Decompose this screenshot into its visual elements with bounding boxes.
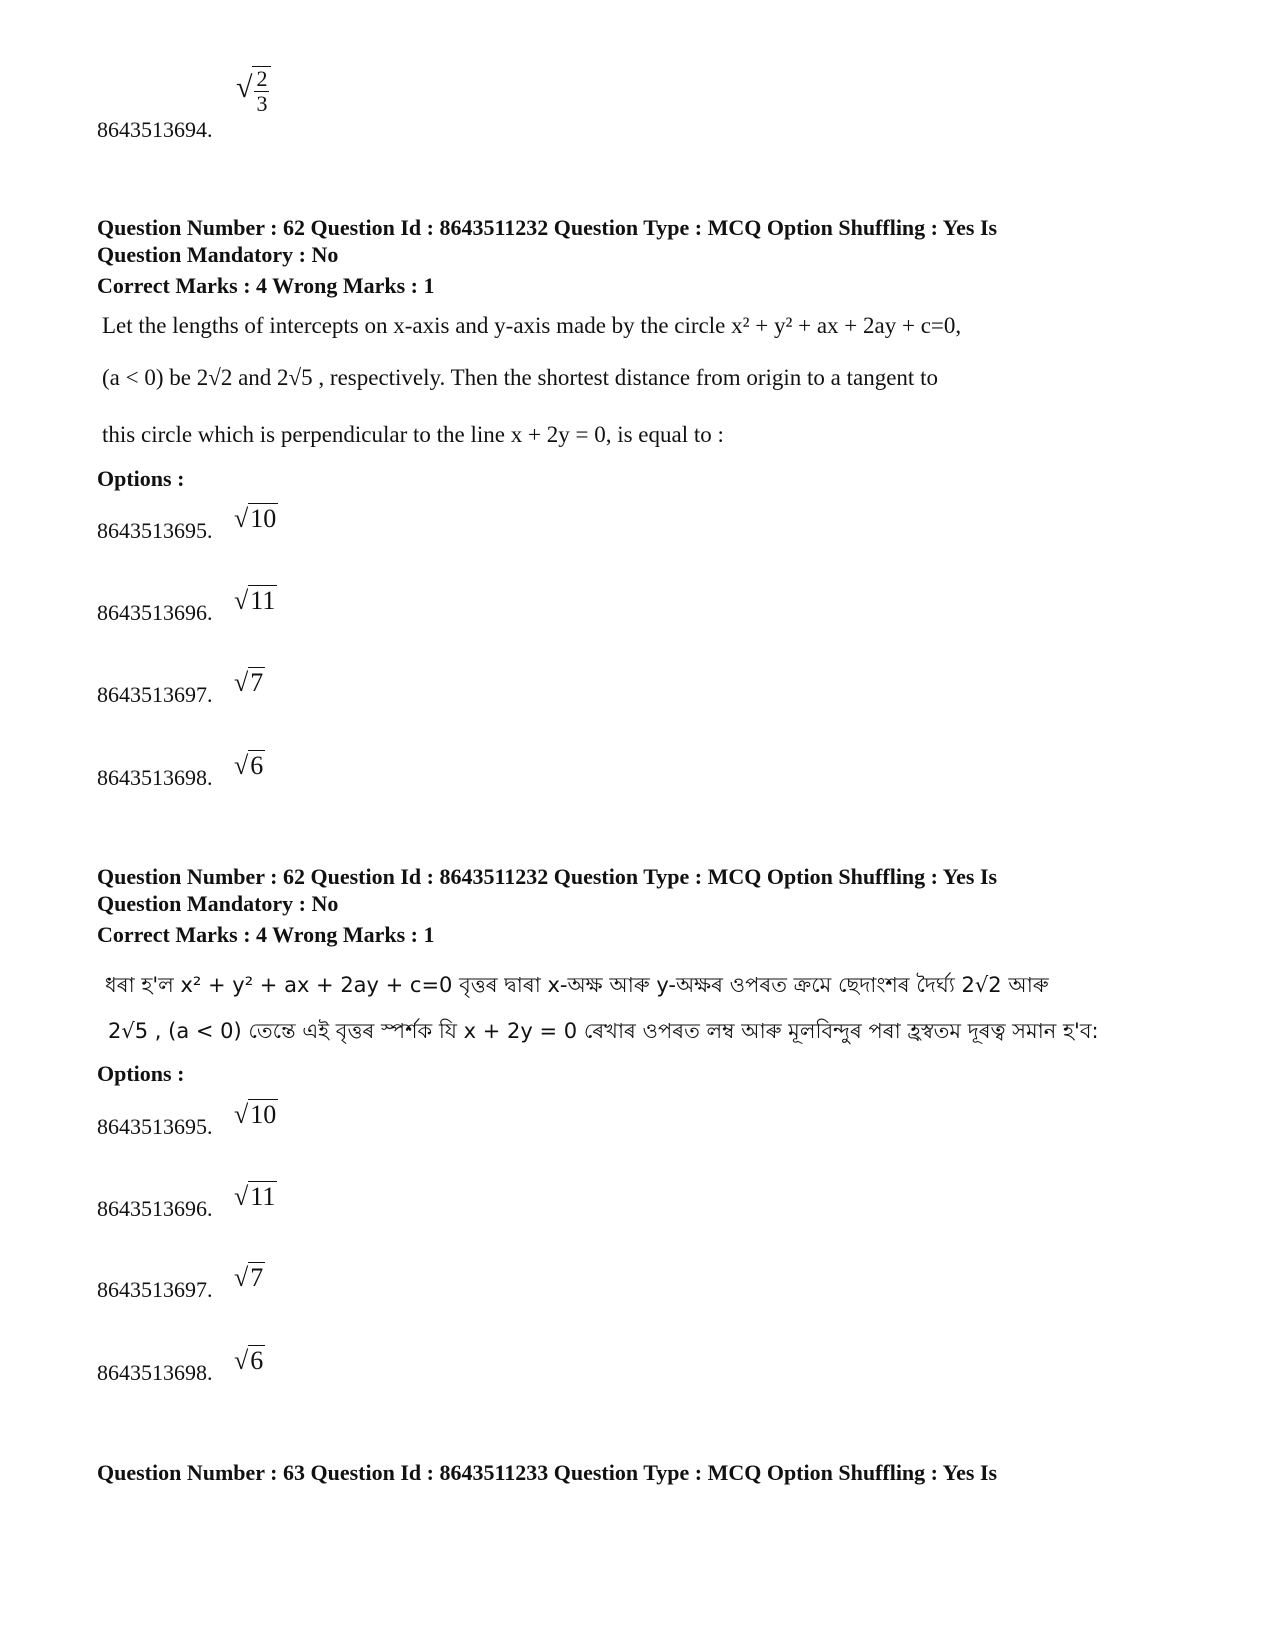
radicand: 7 (250, 1263, 264, 1292)
option-id: 8643513695. (97, 518, 213, 543)
radicand: 6 (250, 1346, 264, 1375)
question-text-line2: (a < 0) be 2√2 and 2√5 , respectively. Then the shortest distance from origin to a tangent to (102, 365, 938, 390)
option-id: 8643513694. (97, 117, 213, 142)
radicand: 6 (250, 751, 264, 780)
option-id: 8643513696. (97, 600, 213, 625)
question-text-line3: this circle which is perpendicular to the line x + 2y = 0, is equal to : (102, 422, 724, 447)
question-text-line1: ধৰা হ'ল x² + y² + ax + 2ay + c=0 বৃত্তৰ দ্বাৰা x-অক্ষ আৰু y-অক্ষৰ ওপৰত ক্ৰমে ছেদাংশৰ দৈৰ্ঘ্য 2√2 আৰু (105, 973, 1049, 997)
radicand: 10 (250, 504, 277, 533)
option-value-root: √7 (234, 1263, 264, 1292)
question-meta-line2: Question Mandatory : No (97, 242, 339, 267)
question-meta-line3: Correct Marks : 4 Wrong Marks : 1 (97, 273, 435, 298)
options-label: Options : (97, 1061, 185, 1086)
option-value-root: √11 (234, 1182, 276, 1211)
radicand: 10 (250, 1100, 277, 1129)
option-id: 8643513695. (97, 1114, 213, 1139)
option-value-root: √11 (234, 586, 276, 615)
option-value-root: √10 (234, 504, 277, 533)
option-id: 8643513696. (97, 1196, 213, 1221)
option-id: 8643513697. (97, 682, 213, 707)
fraction-numerator: 2 (256, 66, 268, 91)
option-id: 8643513697. (97, 1277, 213, 1302)
options-label: Options : (97, 466, 185, 491)
question-text-line2: 2√5 , (a < 0) তেন্তে এই বৃত্তৰ স্পৰ্শক যি x + 2y = 0 ৰেখাৰ ওপৰত লম্ব আৰু মূলবিন্দুৰ পৰা হ্ৰস্বতম দূৰত্ব সমান হ'ব: (108, 1019, 1099, 1043)
question-meta-line1: Question Number : 62 Question Id : 8643511232 Question Type : MCQ Option Shuffling : Yes Is (97, 215, 998, 240)
radicand: 7 (250, 668, 264, 697)
radicand: 11 (250, 586, 276, 615)
option-value-root: √10 (234, 1100, 277, 1129)
option-value-fraction: √ $\frac{2}{3}$ (236, 66, 271, 116)
fraction-denominator: 3 (256, 91, 268, 116)
question-meta-line2: Question Mandatory : No (97, 891, 339, 916)
question-meta-line3: Correct Marks : 4 Wrong Marks : 1 (97, 922, 435, 947)
question-meta-line1: Question Number : 62 Question Id : 8643511232 Question Type : MCQ Option Shuffling : Yes Is (97, 864, 998, 889)
question-meta-line1: Question Number : 63 Question Id : 8643511233 Question Type : MCQ Option Shuffling : Yes Is (97, 1460, 998, 1485)
radicand: 11 (250, 1182, 276, 1211)
option-id: 8643513698. (97, 1360, 213, 1385)
question-text-line1: Let the lengths of intercepts on x-axis and y-axis made by the circle x² + y² + ax + 2ay + c=0, (102, 313, 962, 338)
option-value-root: √7 (234, 668, 264, 697)
option-value-root: √6 (234, 1346, 264, 1375)
option-id: 8643513698. (97, 765, 213, 790)
option-value-root: √6 (234, 751, 264, 780)
